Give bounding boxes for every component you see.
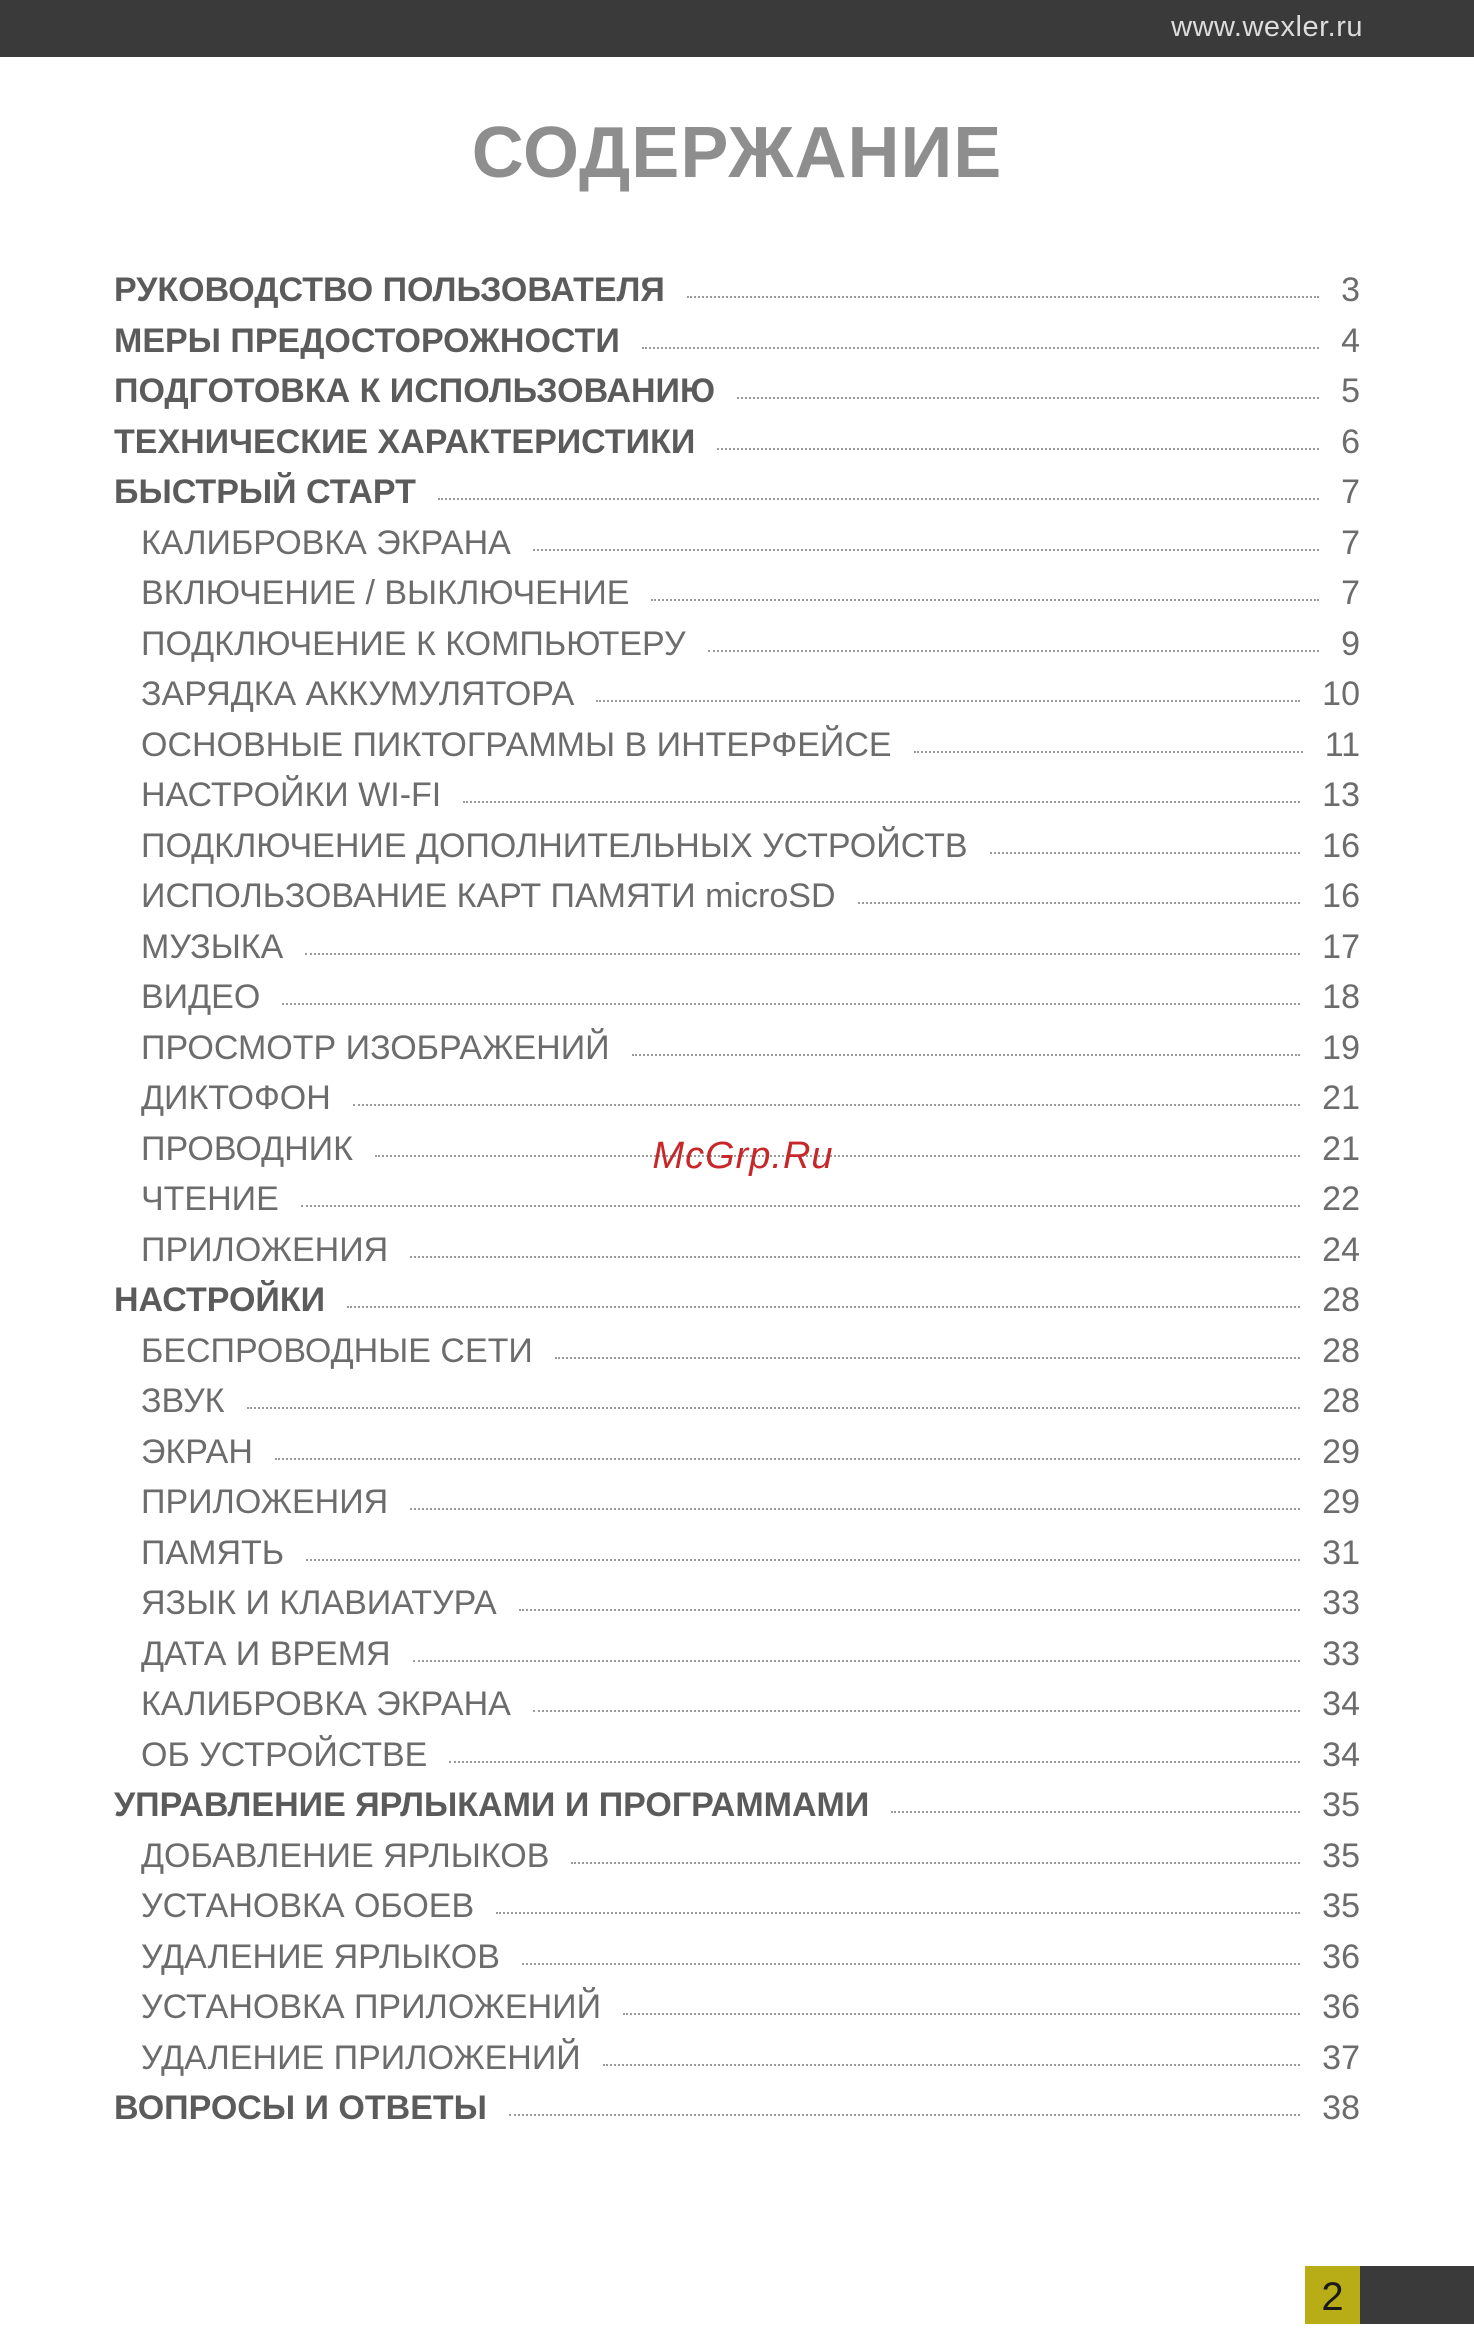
toc-entry[interactable] — [114, 1780, 1360, 1831]
toc-entry[interactable] — [114, 1023, 1360, 1074]
dot-leader — [533, 1710, 1300, 1712]
toc-entry-page: 35 — [1322, 1836, 1360, 1875]
toc-entry-page: 6 — [1341, 422, 1360, 461]
toc-entry[interactable] — [114, 265, 1360, 316]
toc-entry-title: БЫСТРЫЙ СТАРТ — [114, 473, 416, 511]
dot-leader — [509, 2114, 1300, 2116]
toc-entry[interactable] — [114, 1376, 1360, 1427]
toc-entry-page: 33 — [1322, 1634, 1360, 1673]
dot-leader — [891, 1811, 1300, 1813]
toc-entry-title: ЯЗЫК И КЛАВИАТУРА — [141, 1584, 497, 1622]
toc-entry-page: 19 — [1322, 1028, 1360, 1067]
toc-entry-title: УДАЛЕНИЕ ЯРЛЫКОВ — [141, 1937, 500, 1976]
dot-leader — [571, 1862, 1300, 1864]
toc-entry[interactable] — [114, 417, 1360, 468]
toc-entry[interactable] — [114, 871, 1360, 922]
toc-entry[interactable] — [114, 1881, 1360, 1932]
toc-entry-page: 4 — [1341, 321, 1360, 360]
toc-entry[interactable] — [114, 316, 1360, 367]
dot-leader — [642, 347, 1319, 349]
toc-entry[interactable] — [114, 821, 1360, 872]
dot-leader — [496, 1912, 1300, 1914]
toc-entry-page: 35 — [1322, 1786, 1360, 1824]
toc-entry[interactable] — [114, 770, 1360, 821]
toc-entry-title: БЕСПРОВОДНЫЕ СЕТИ — [141, 1331, 533, 1370]
page-title: СОДЕРЖАНИЕ — [471, 113, 1003, 193]
dot-leader — [914, 751, 1303, 753]
dot-leader — [623, 2013, 1300, 2015]
toc-entry-page: 36 — [1322, 1937, 1360, 1976]
toc-entry[interactable] — [114, 366, 1360, 417]
toc-entry-title: ВИДЕО — [141, 978, 261, 1016]
toc-entry-title: МУЗЫКА — [141, 927, 284, 966]
toc-entry-title: ПРОВОДНИК — [141, 1129, 353, 1168]
toc-entry-page: 11 — [1324, 725, 1360, 764]
toc-entry-title: УДАЛЕНИЕ ПРИЛОЖЕНИЙ — [141, 2038, 581, 2077]
toc-entry-page: 37 — [1322, 2038, 1360, 2077]
dot-leader — [555, 1357, 1300, 1359]
toc-entry-title: ДАТА И ВРЕМЯ — [141, 1634, 391, 1673]
toc-entry[interactable] — [114, 1326, 1360, 1377]
toc-entry-page: 10 — [1322, 675, 1360, 713]
toc-entry-title: НАСТРОЙКИ WI-FI — [141, 776, 442, 814]
toc-entry[interactable] — [114, 922, 1360, 973]
dot-leader — [247, 1407, 1301, 1409]
toc-entry-page: 28 — [1322, 1382, 1360, 1420]
dot-leader — [990, 852, 1301, 854]
toc-entry-page: 35 — [1322, 1887, 1360, 1925]
toc-entry-title: КАЛИБРОВКА ЭКРАНА — [141, 1685, 511, 1723]
toc-entry[interactable] — [114, 1831, 1360, 1882]
toc-entry-page: 34 — [1322, 1735, 1360, 1774]
toc-entry-title: ПРИЛОЖЕНИЯ — [141, 1230, 389, 1269]
dot-leader — [438, 498, 1319, 500]
toc-entry-title: КАЛИБРОВКА ЭКРАНА — [141, 523, 511, 562]
toc-entry-page: 34 — [1322, 1685, 1360, 1723]
toc-entry-title: ПАМЯТЬ — [141, 1533, 285, 1572]
toc-entry-page: 21 — [1322, 1079, 1360, 1117]
toc-entry-title: ПРИЛОЖЕНИЯ — [141, 1483, 389, 1521]
toc-entry-page: 5 — [1341, 372, 1360, 410]
toc-entry[interactable] — [114, 568, 1360, 619]
dot-leader — [353, 1104, 1300, 1106]
toc-entry[interactable] — [114, 619, 1360, 670]
footer-bar — [1360, 2266, 1474, 2324]
toc-entry-page: 7 — [1341, 523, 1360, 562]
toc-entry[interactable] — [114, 1073, 1360, 1124]
toc-entry[interactable] — [114, 1528, 1360, 1579]
toc-entry[interactable] — [114, 518, 1360, 569]
toc-entry-title: ЗВУК — [141, 1382, 225, 1420]
toc-entry[interactable] — [114, 1427, 1360, 1478]
toc-entry-title: ОБ УСТРОЙСТВЕ — [141, 1735, 428, 1774]
dot-leader — [858, 902, 1301, 904]
toc-entry-page: 7 — [1341, 473, 1360, 511]
dot-leader — [522, 1963, 1300, 1965]
dot-leader — [708, 650, 1320, 652]
toc-entry-title: ТЕХНИЧЕСКИЕ ХАРАКТЕРИСТИКИ — [114, 422, 696, 461]
toc-entry-page: 13 — [1322, 776, 1360, 814]
toc-entry-title: ИСПОЛЬЗОВАНИЕ КАРТ ПАМЯТИ microSD — [141, 877, 836, 915]
toc-entry-page: 17 — [1322, 927, 1360, 966]
toc-entry-page: 33 — [1322, 1584, 1360, 1622]
toc-entry-title: ВКЛЮЧЕНИЕ / ВЫКЛЮЧЕНИЕ — [141, 574, 630, 612]
toc-entry-title: ДОБАВЛЕНИЕ ЯРЛЫКОВ — [141, 1836, 550, 1875]
toc-entry[interactable] — [114, 1578, 1360, 1629]
page-number: 2 — [1305, 2266, 1360, 2324]
dot-leader — [275, 1458, 1300, 1460]
dot-leader — [413, 1660, 1301, 1662]
toc-entry-page: 18 — [1322, 978, 1360, 1016]
toc-entry[interactable] — [114, 1477, 1360, 1528]
dot-leader — [737, 397, 1319, 399]
toc-entry[interactable] — [114, 1932, 1360, 1983]
toc-entry[interactable] — [114, 1174, 1360, 1225]
toc-entry[interactable] — [114, 2083, 1360, 2134]
dot-leader — [306, 1559, 1300, 1561]
dot-leader — [282, 1003, 1300, 1005]
toc-entry-page: 7 — [1341, 574, 1360, 612]
dot-leader — [519, 1609, 1300, 1611]
dot-leader — [410, 1256, 1300, 1258]
toc-entry-page: 3 — [1341, 271, 1360, 309]
toc-entry-page: 29 — [1322, 1432, 1360, 1471]
toc-entry-title: ОСНОВНЫЕ ПИКТОГРАММЫ В ИНТЕРФЕЙСЕ — [141, 725, 892, 764]
toc-entry[interactable] — [114, 1679, 1360, 1730]
toc-entry-title: ПОДКЛЮЧЕНИЕ ДОПОЛНИТЕЛЬНЫХ УСТРОЙСТВ — [141, 826, 968, 865]
toc-entry-page: 28 — [1322, 1281, 1360, 1319]
dot-leader — [449, 1761, 1300, 1763]
dot-leader — [651, 599, 1319, 601]
toc-entry[interactable] — [114, 1730, 1360, 1781]
dot-leader — [533, 549, 1319, 551]
dot-leader — [717, 448, 1319, 450]
toc-entry-title: ПРОСМОТР ИЗОБРАЖЕНИЙ — [141, 1028, 610, 1067]
watermark: McGrp.Ru — [652, 1135, 834, 1177]
table-of-contents — [114, 265, 1360, 2134]
toc-entry[interactable] — [114, 1275, 1360, 1326]
toc-entry-title: ВОПРОСЫ И ОТВЕТЫ — [114, 2089, 487, 2127]
toc-entry-title: УПРАВЛЕНИЕ ЯРЛЫКАМИ И ПРОГРАММАМИ — [114, 1786, 870, 1824]
dot-leader — [603, 2064, 1300, 2066]
toc-entry-page: 29 — [1322, 1483, 1360, 1521]
toc-entry-title: ПОДГОТОВКА К ИСПОЛЬЗОВАНИЮ — [114, 372, 716, 410]
toc-entry-page: 31 — [1322, 1533, 1360, 1572]
dot-leader — [305, 953, 1300, 955]
toc-entry-title: МЕРЫ ПРЕДОСТОРОЖНОСТИ — [114, 321, 620, 360]
dot-leader — [596, 700, 1300, 702]
toc-entry-title: ДИКТОФОН — [141, 1079, 331, 1117]
site-url[interactable]: www.wexler.ru — [1171, 11, 1363, 43]
toc-entry-page: 9 — [1341, 624, 1360, 663]
toc-entry-page: 24 — [1322, 1230, 1360, 1269]
toc-entry[interactable] — [114, 467, 1360, 518]
toc-entry[interactable] — [114, 669, 1360, 720]
dot-leader — [301, 1205, 1300, 1207]
dot-leader — [347, 1306, 1300, 1308]
toc-entry-title: ЧТЕНИЕ — [141, 1180, 279, 1218]
dot-leader — [687, 296, 1319, 298]
toc-entry[interactable] — [114, 1225, 1360, 1276]
toc-entry-page: 38 — [1322, 2089, 1360, 2127]
toc-entry-title: ПОДКЛЮЧЕНИЕ К КОМПЬЮТЕРУ — [141, 624, 686, 663]
toc-entry-page: 16 — [1322, 826, 1360, 865]
toc-entry-page: 36 — [1322, 1988, 1360, 2026]
toc-entry-page: 16 — [1322, 877, 1360, 915]
toc-entry-page: 28 — [1322, 1331, 1360, 1370]
toc-entry-title: ЗАРЯДКА АККУМУЛЯТОРА — [141, 675, 575, 713]
toc-entry-title: УСТАНОВКА ОБОЕВ — [141, 1887, 475, 1925]
toc-entry[interactable] — [114, 2033, 1360, 2084]
toc-entry[interactable] — [114, 720, 1360, 771]
dot-leader — [410, 1508, 1300, 1510]
dot-leader — [632, 1054, 1301, 1056]
toc-entry[interactable] — [114, 1982, 1360, 2033]
toc-entry[interactable] — [114, 1629, 1360, 1680]
toc-entry-title: УСТАНОВКА ПРИЛОЖЕНИЙ — [141, 1988, 602, 2026]
header-bar — [0, 0, 1474, 57]
toc-entry-page: 21 — [1322, 1129, 1360, 1168]
toc-entry[interactable] — [114, 972, 1360, 1023]
toc-entry-title: РУКОВОДСТВО ПОЛЬЗОВАТЕЛЯ — [114, 271, 665, 309]
toc-entry-title: НАСТРОЙКИ — [114, 1281, 326, 1319]
dot-leader — [463, 801, 1300, 803]
toc-entry-page: 22 — [1322, 1180, 1360, 1218]
toc-entry-title: ЭКРАН — [141, 1432, 253, 1471]
